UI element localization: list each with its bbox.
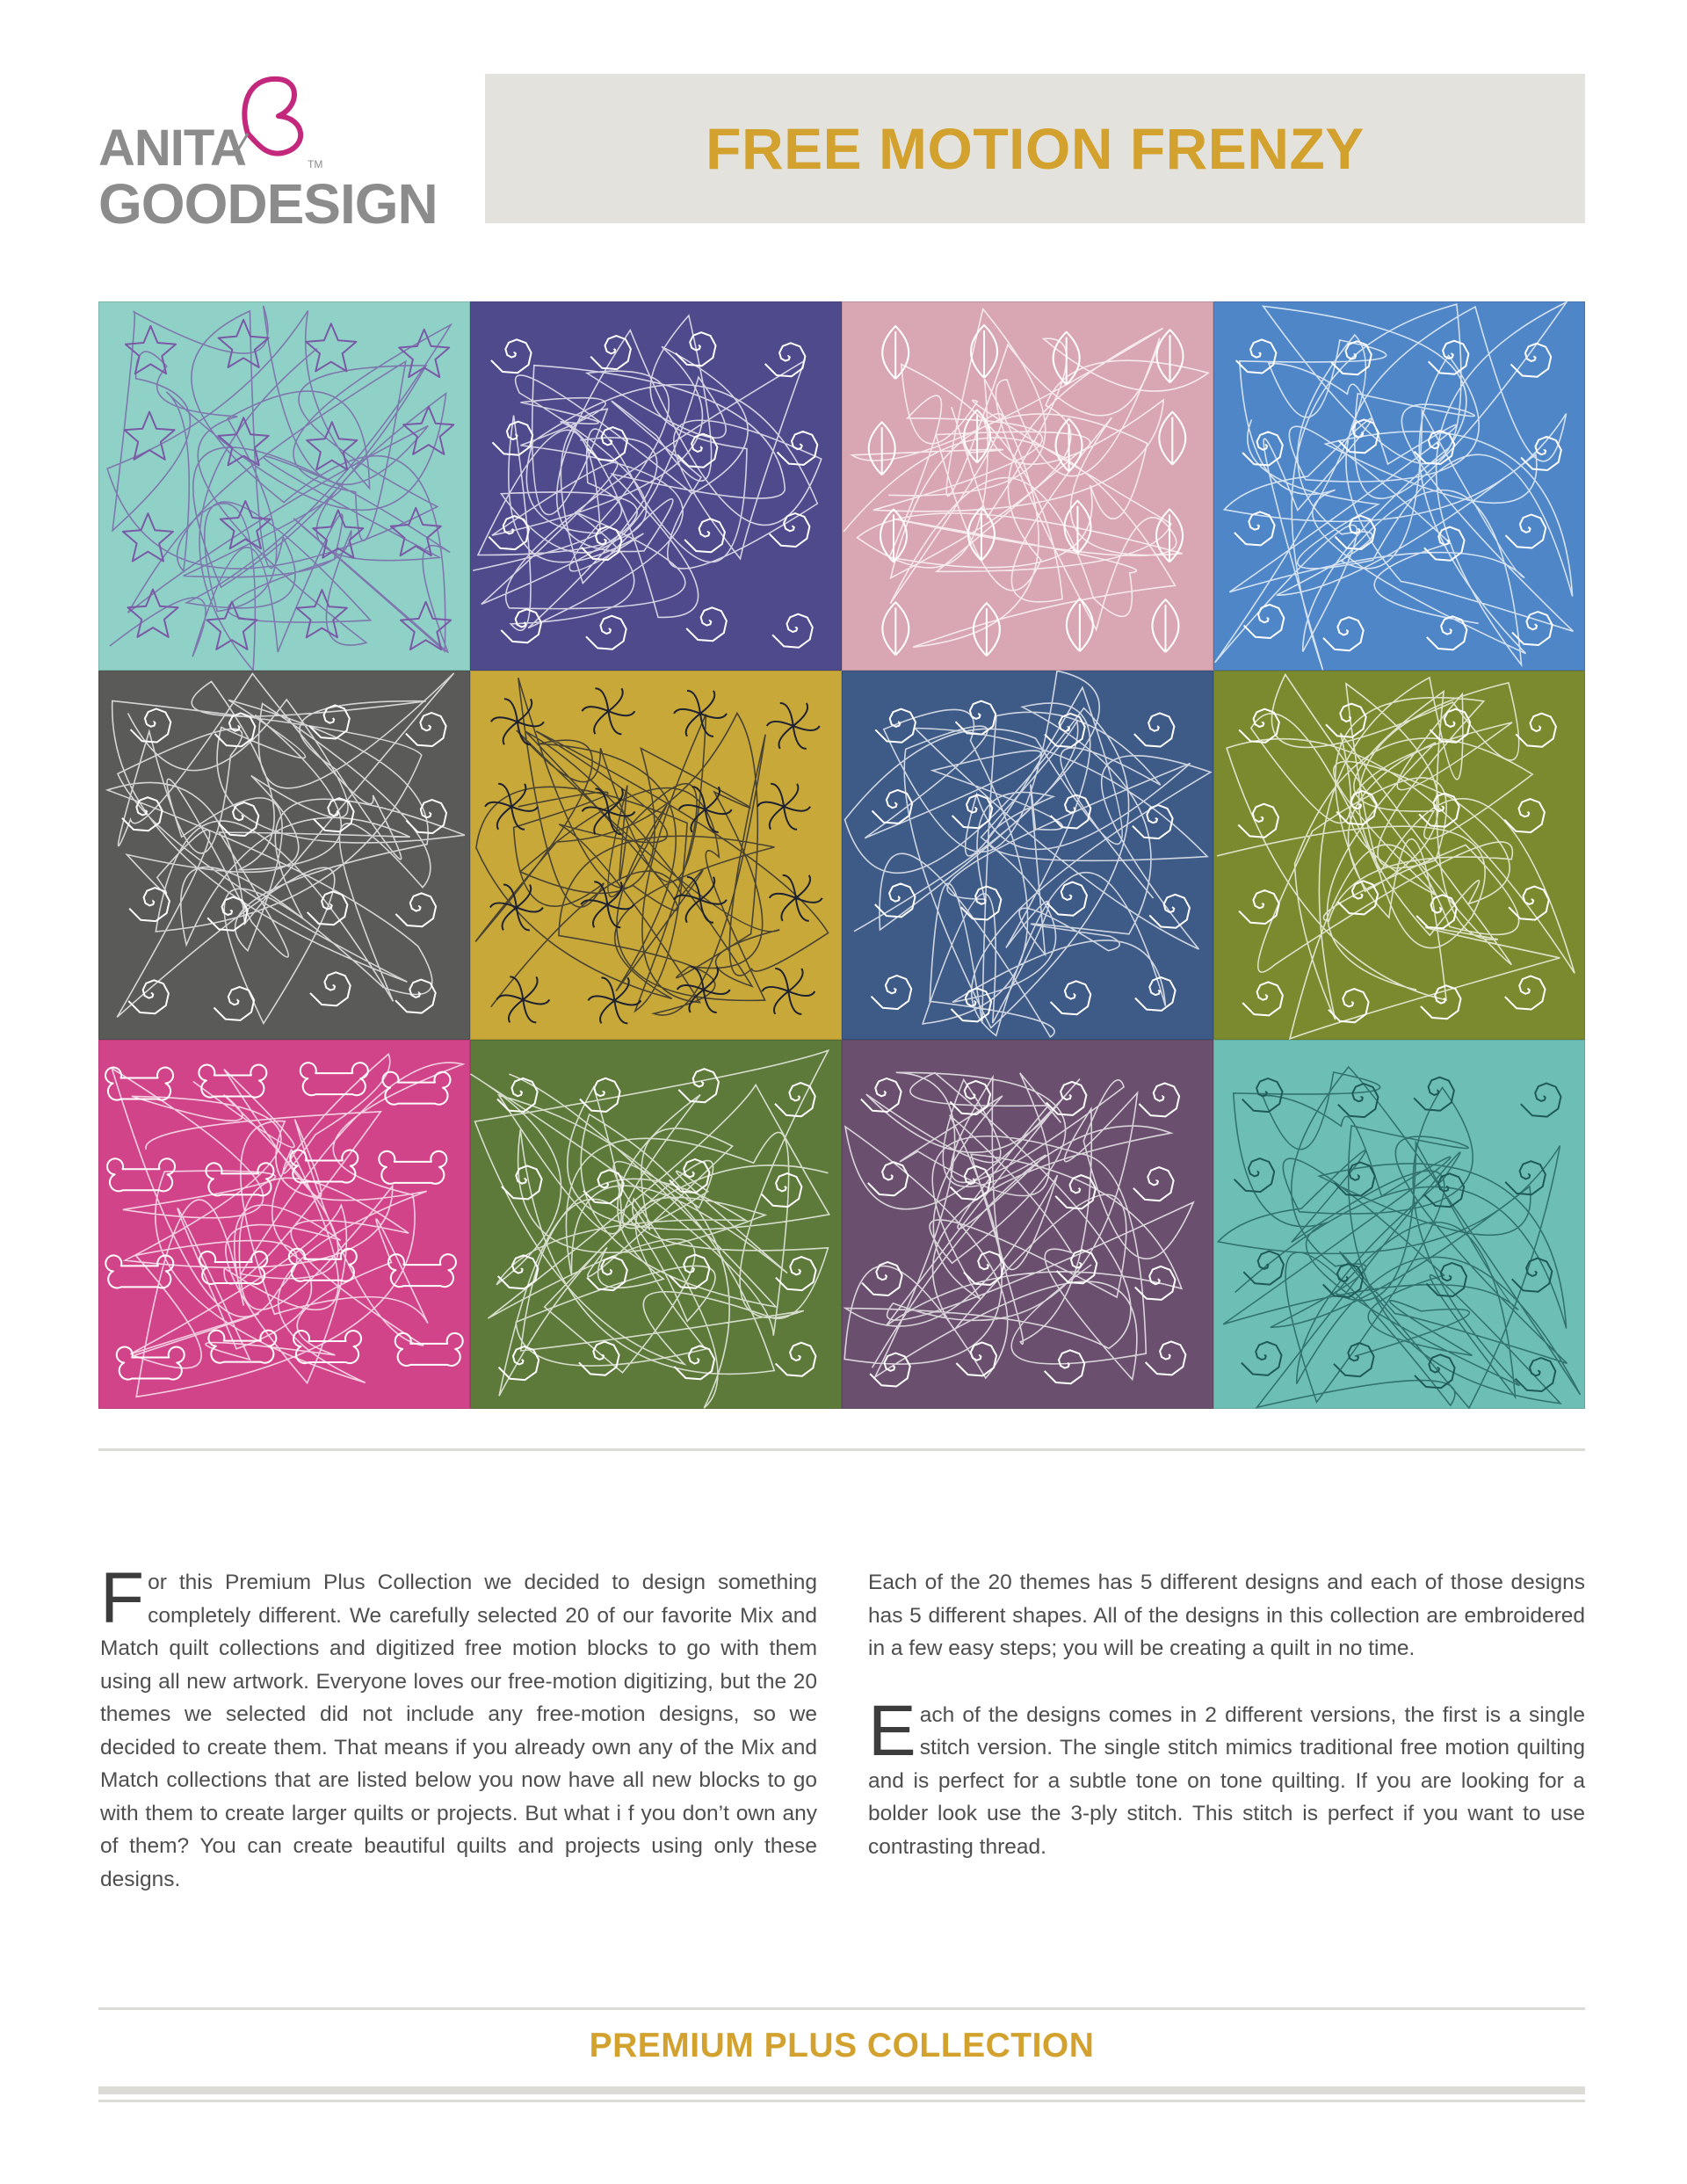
- bow-icon: [1213, 301, 1585, 671]
- footer-rule: [98, 2100, 1585, 2102]
- intro-column-right: [868, 1566, 1585, 1897]
- quilt-block-hands: [470, 1040, 842, 1409]
- quilt-block-bones: [98, 1040, 470, 1409]
- quilt-block-bows: [1213, 301, 1585, 671]
- elephant-icon: [98, 671, 470, 1040]
- quilt-block-clovers: [1213, 671, 1585, 1040]
- intro-paragraph-1: [100, 1558, 817, 1896]
- brand-name-line1: ANITA: [98, 120, 246, 177]
- brand-logo: [98, 72, 441, 236]
- collection-name: PREMIUM PLUS COLLECTION: [589, 2027, 1095, 2064]
- quilt-block-roosters: [842, 671, 1213, 1040]
- bird-icon: [842, 1040, 1213, 1409]
- intro-paragraph-3-text: ach of the designs comes in 2 different versions, the first is a single stitch version. The single stitch mimics traditional free motion quilting and is perfect for a subtle tone on tone quilting. If you are looking for a bolder look use the 3-ply stitch. This stitch is perfect if you want to use contrasting thread.: [868, 1702, 1585, 1859]
- quilt-block-stars-and-moons: [98, 301, 470, 671]
- intro-paragraph-1-text: or this Premium Plus Collection we decided to design something completely different. We carefully selected 20 of our favorite Mix and Match quilt collections and digitized free motion blocks to go with them using all new artwork. Everyone loves our free-motion digitizing, but the 20 themes we selected did not include any free-motion designs, so we decided to create them. That means if you already own any of the Mix and Match collections that are listed below you now have all new blocks to go with them to create larger quilts or projects. But what i f you don’t own any of them? You can create beautiful quilts and projects using only these designs.: [100, 1571, 817, 1891]
- snail-icon: [1213, 1040, 1585, 1409]
- quilt-block-leaves: [842, 301, 1213, 671]
- footer-band: [98, 2086, 1585, 2094]
- clover-icon: [1213, 671, 1585, 1040]
- star-icon: [98, 301, 470, 671]
- quilt-block-snails: [1213, 1040, 1585, 1409]
- footer-divider: [98, 2007, 1585, 2010]
- drop-cap: F: [100, 1558, 145, 1638]
- title-banner: [485, 74, 1585, 223]
- intro-column-left: [100, 1558, 817, 1929]
- intro-paragraph-2: Each of the 20 themes has 5 different designs and each of those designs has 5 different shapes. All of the designs in this collection are embroidered in a few easy steps; you will be creating a quilt in no time.: [868, 1571, 1585, 1660]
- page-title: FREE MOTION FRENZY: [706, 116, 1365, 181]
- quilt-block-grid: [98, 301, 1585, 1409]
- quilt-block-cats: [470, 301, 842, 671]
- trademark-mark: TM: [308, 158, 323, 171]
- cat-icon: [470, 301, 842, 671]
- quilt-block-elephants: [98, 671, 470, 1040]
- flower-icon: [470, 671, 842, 1040]
- leaf-icon: [842, 301, 1213, 671]
- drop-cap: E: [868, 1690, 916, 1771]
- hand-icon: [470, 1040, 842, 1409]
- rooster-icon: [842, 671, 1213, 1040]
- intro-paragraph-3: [868, 1690, 1585, 1864]
- bone-icon: [98, 1040, 470, 1409]
- section-divider: [98, 1448, 1585, 1451]
- brand-name-line2: GOODESIGN: [98, 172, 438, 236]
- quilt-block-birds: [842, 1040, 1213, 1409]
- quilt-block-flowers: [470, 671, 842, 1040]
